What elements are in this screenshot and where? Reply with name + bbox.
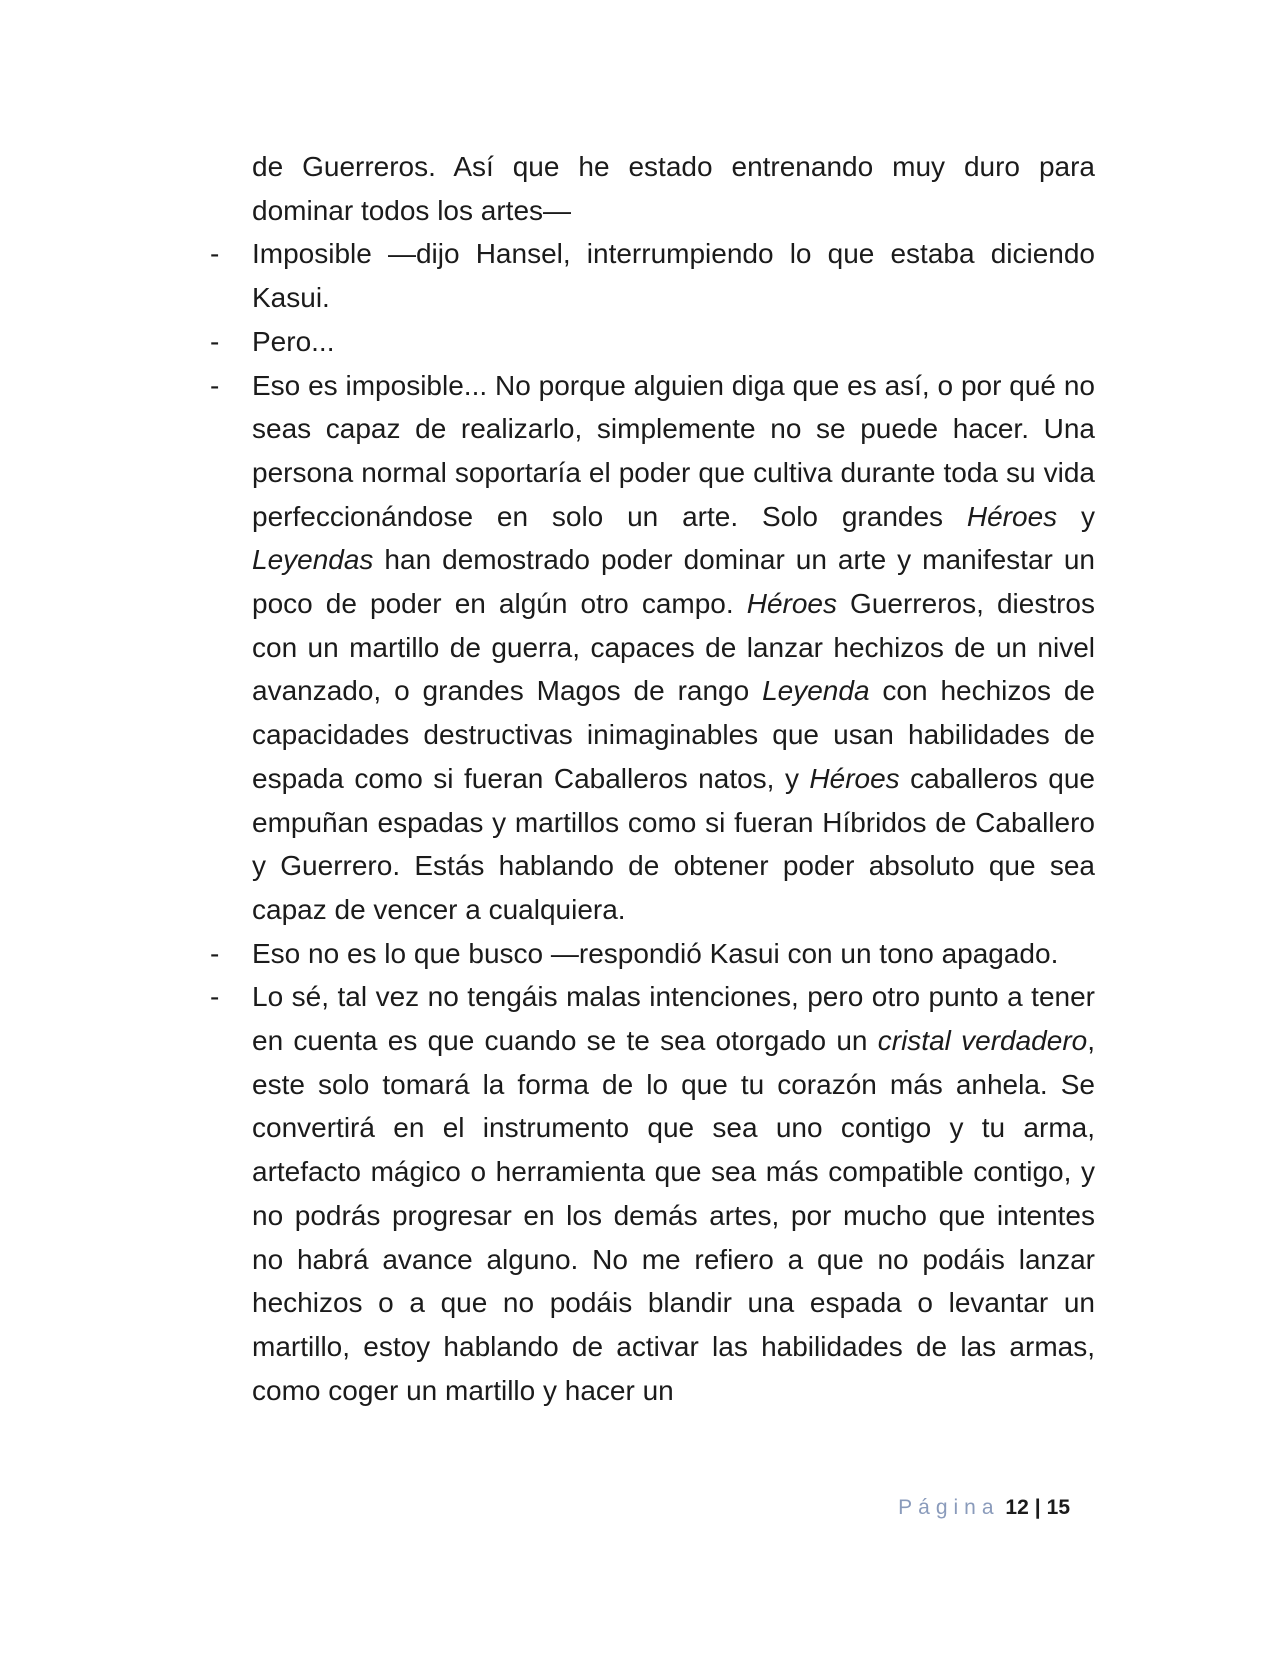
text-segment: Imposible —dijo Hansel, interrumpiendo lo que estaba diciendo Kasui. bbox=[252, 238, 1095, 314]
paragraph bbox=[252, 145, 1095, 232]
text-segment: Pero... bbox=[252, 325, 335, 357]
text-segment: de Guerreros. Así que he estado entrenando muy duro para dominar todos los artes— bbox=[252, 151, 1095, 226]
dialogue-paragraph bbox=[210, 364, 1095, 932]
italic-text: cristal verdadero bbox=[877, 1025, 1088, 1057]
text-segment: Eso no es lo que busco —respondió Kasui con un tono apagado. bbox=[252, 937, 1059, 969]
current-page-number: 12 bbox=[1005, 1496, 1029, 1519]
body-text bbox=[210, 145, 1095, 1412]
italic-text: Héroes bbox=[966, 500, 1058, 532]
dialogue-dash: - bbox=[210, 325, 220, 357]
dialogue-dash: - bbox=[210, 937, 220, 969]
dialogue-paragraph bbox=[210, 232, 1095, 319]
total-pages-number: 15 bbox=[1046, 1496, 1070, 1519]
text-segment: con hechizos de capacidades destructivas inimaginables que usan habilidades de espada como si fueran Caballeros natos, y bbox=[252, 675, 1095, 794]
dialogue-dash: - bbox=[210, 981, 220, 1013]
text-segment: Guerreros, diestros con un martillo de guerra, capaces de lanzar hechizos de un nivel avanzado, o grandes Magos de rango bbox=[252, 588, 1095, 707]
text-segment: , este solo tomará la forma de lo que tu corazón más anhela. Se convertirá en el instrumento que sea uno contigo y tu arma, artefacto mágico o herramienta que sea más compatible contigo, y no podrás progresar en los demás artes, por mucho que intentes no habrá avance alguno. No me refiero a que no podáis lanzar hechizos o a que no podáis blandir una espada o levantar un martillo, estoy hablando de activar las habilidades de las armas, como coger un martillo y hacer un bbox=[252, 1025, 1095, 1406]
text-segment: caballeros que empuñan espadas y martillos como si fueran Híbridos de Caballero y Guerrero. Estás hablando de obtener poder absoluto que sea capaz de vencer a cualquiera. bbox=[252, 762, 1095, 925]
italic-text: Héroes bbox=[809, 762, 900, 794]
page-label: Página bbox=[898, 1496, 1000, 1519]
text-segment: Lo sé, tal vez no tengáis malas intenciones, pero otro punto a tener en cuenta es que cuando se te sea otorgado un bbox=[252, 981, 1095, 1057]
italic-text: Leyendas bbox=[252, 544, 374, 576]
italic-text: Héroes bbox=[746, 588, 837, 620]
dialogue-paragraph bbox=[210, 320, 1095, 364]
italic-text: Leyenda bbox=[762, 675, 870, 707]
text-segment: Eso es imposible... No porque alguien diga que es así, o por qué no seas capaz de realizarlo, simplemente no se puede hacer. Una persona normal soportaría el poder que cultiva durante toda su vida perfeccionándose en solo un arte. Solo grandes bbox=[252, 369, 1095, 532]
dialogue-dash: - bbox=[210, 238, 220, 270]
dialogue-dash: - bbox=[210, 369, 220, 401]
text-segment: han demostrado poder dominar un arte y manifestar un poco de poder en algún otro campo. bbox=[252, 544, 1095, 620]
text-segment: y bbox=[1057, 500, 1095, 532]
dialogue-paragraph bbox=[210, 932, 1095, 976]
page-separator: | bbox=[1034, 1496, 1041, 1519]
page-footer bbox=[898, 1496, 1070, 1520]
dialogue-paragraph bbox=[210, 975, 1095, 1412]
